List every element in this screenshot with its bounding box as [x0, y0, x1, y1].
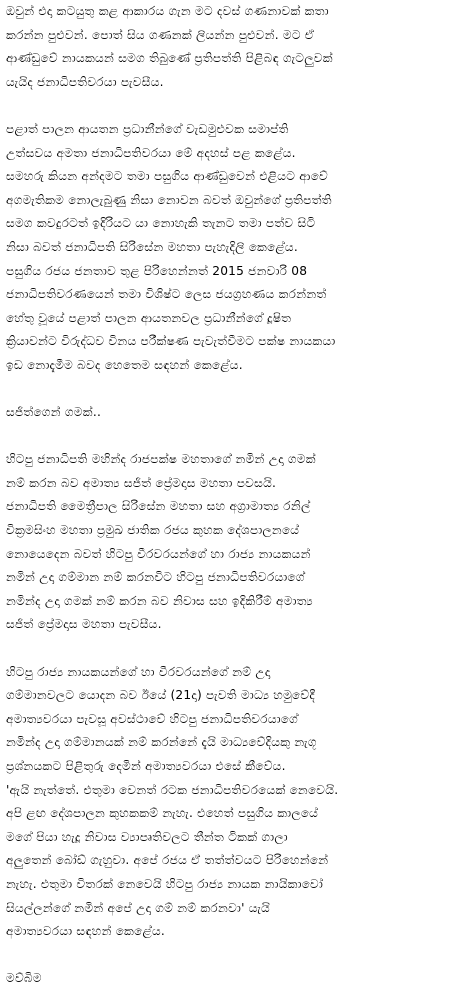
text-line: අමාත්‍යවරයා පැවසූ අවස්ථාවේ හිටපු ජනාධිපතිවරයාගේ	[6, 711, 299, 726]
paragraph-3	[6, 448, 454, 637]
text-line: නම් කරන බව අමාත්‍ය සජිත් ප්‍රේමදාස මහතා පවසයි.	[6, 475, 277, 490]
text-line: සමග කවදුරටත් ඉදිරියට යා නොහැකි තැනට තමා පත්ව සිටි	[6, 216, 316, 231]
text-line: මගේ පියා හැදූ නිවාස ව්‍යාපෘතිවලට තීන්ත ටිකක් ගාලා	[6, 829, 288, 844]
text-line: කරන්න පුළුවන්. පොත් සිය ගණනක් ලියන්න පුළුවන්. මට ඒ	[6, 27, 315, 42]
paragraph-gap	[6, 425, 454, 449]
paragraph-gap	[6, 378, 454, 402]
text-line: නමින්ද උදා ගමක් නම් කරන බව නිවාස සහ ඉදිකිරීම් අමාත්‍ය	[6, 593, 313, 608]
text-line: සජිත් ප්‍රේමදාස මහතා පැවසීය.	[6, 617, 162, 632]
text-line: පසුගිය රජය ජනතාව තුළ පිරිහෙන්නත් 2015 ජනවාරි 08	[6, 263, 308, 278]
text-line: වික්‍රමසිංහ මහතා ප්‍රමුඛ ජාතික රජය කුහක දේශපාලනයේ	[6, 523, 300, 538]
paragraph-4	[6, 661, 454, 944]
paragraph-gap	[6, 94, 454, 118]
text-line: අමාත්‍යවරයා සඳහන් කෙළේය.	[6, 924, 165, 939]
text-line: ගම්මානවලට යොදන බව ඊයේ (21දා) පැවති මාධ්‍ය හමුවේදී	[6, 688, 315, 703]
text-line: 'ඇයි නැත්තේ. එතුමා වෙනත් රටක ජනාධිපතිවරයෙක් නෙවෙයි.	[6, 782, 339, 797]
text-line: ඉඩ නොදැමීම බවද හෙතෙම සඳහන් කෙළේය.	[6, 357, 243, 372]
text-line: අලුතෙන් බෝඩ් ගැහුවා. අපේ රජය ඒ තත්ත්වයට පිරිහෙන්නේ	[6, 853, 329, 868]
text-line: නිසා බවත් ජනාධිපති සිරිසේන මහතා පැහැදිලි කෙළේය.	[6, 239, 298, 254]
text-line: ජනාධිපති මෛත්‍රීපාල සිරිසේන මහතා සහ අග්‍රාමාත්‍ය රනිල්	[6, 499, 311, 514]
text-line: ජනාධිපතිවරණයෙන් තමා විශිෂ්ට ලෙස ජයග්‍රහණය කරන්නත්	[6, 287, 327, 302]
text-line: නැහැ. එතුමා විතරක් නෙවෙයි හිටපු රාජ්‍ය නායක නායිකාවෝ	[6, 876, 324, 891]
paragraph-1	[6, 0, 454, 94]
text-line: හිටපු රාජ්‍ය නායකයන්ගේ හා වීරවරයන්ගේ නම් උදා	[6, 664, 271, 679]
paragraph-2	[6, 118, 454, 378]
text-line: ප්‍රශ්නයකට පිළිතුරු දෙමින් අමාත්‍යවරයා එසේ කීවේය.	[6, 759, 286, 773]
text-line: ඔවුන් එදා කටයුතු කළ ආකාරය ගැන මට දවස් ගණනාවක් කතා	[6, 4, 329, 18]
heading-text: සජිත්ගෙන් ගමක්..	[6, 405, 102, 420]
text-line: සියල්ලන්ගේ නමින් අපේ උදා ගම් නම් කරනවා' යැයි	[6, 900, 271, 915]
text-line: හිටපු ජනාධිපති මහින්ද රාජපක්ෂ මහතාගේ නමින් උදා ගමක්	[6, 452, 316, 467]
paragraph-gap	[6, 944, 454, 968]
text-line: අගමැතිකම නොලැබුණු නිසා නොවන බවත් ඔවුන්ගේ ප්‍රතිපත්ති	[6, 192, 332, 207]
text-line: සමහරු කියන අන්දමට තමා පසුගිය ආණ්ඩුවෙන් එළියට ආවේ	[6, 169, 328, 184]
source-name: මව්බිම	[6, 971, 42, 986]
section-heading	[6, 401, 454, 425]
source-credit	[6, 967, 454, 991]
text-line: අපි ළඟ දේශපාලන කුහකකම් නැහැ. එහෙත් පසුගිය කාලයේ	[6, 806, 319, 821]
paragraph-gap	[6, 637, 454, 661]
text-line: ක්‍රියාවන්ට විරුද්ධව විනය පරීක්ෂණ පැවැත්වීමට පක්ෂ නායකයා	[6, 334, 336, 349]
text-line: නොයෙදෙන බවත් හිටපු වීරවරයන්ගේ හා රාජ්‍ය නායකයන්	[6, 546, 311, 561]
text-line: නමින් උදා ගම්මාන නම් කරනවිට හිටපු ජනාධිපතිවරයාගේ	[6, 570, 305, 585]
text-line: හේතු වූයේ පළාත් පාලන ආයතනවල ප්‍රධානීන්ගේ දූෂිත	[6, 310, 292, 325]
text-line: ආණ්ඩුවේ නායකයන් සමග තිබුණේ ප්‍රතිපත්ති පිළිබඳ ගැටලුවක්	[6, 51, 333, 66]
text-line: උත්සවය අමතා ජනාධිපතිවරයා මේ අදහස් පළ කළේය.	[6, 145, 296, 160]
text-line: නමින්ද උදා ගම්මානයක් නම් කරන්නේ දැයි මාධ්‍යවේදියකු නැගූ	[6, 735, 317, 750]
text-line: පළාත් පාලන ආයතන ප්‍රධානීන්ගේ වැඩමුළුවක සමාප්ති	[6, 121, 289, 136]
text-line: යැයිද ජනාධිපතිවරයා පැවසීය.	[6, 74, 164, 89]
